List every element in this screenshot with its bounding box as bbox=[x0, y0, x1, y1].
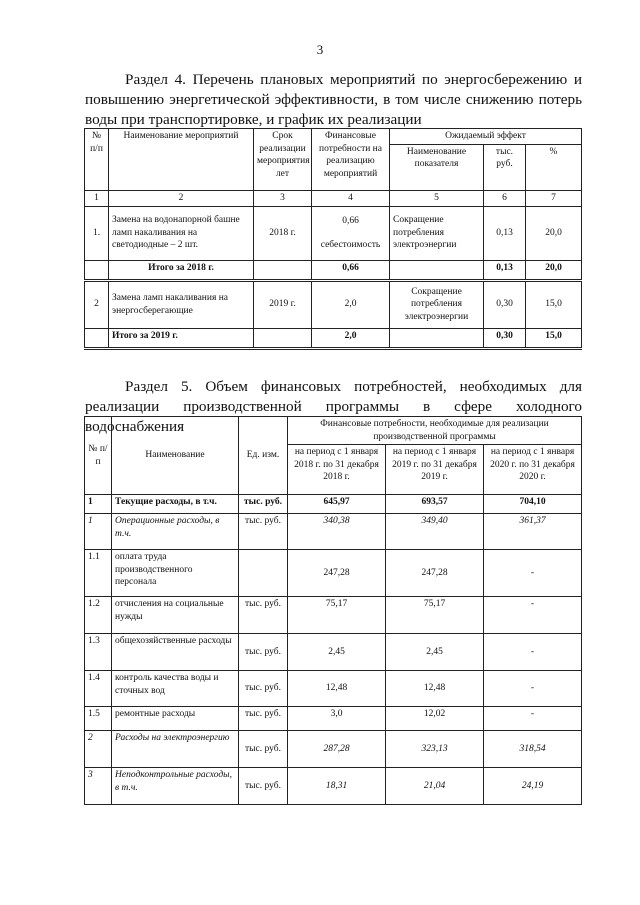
table-row bbox=[85, 671, 582, 707]
row-name: контроль качества воды и сточных вод bbox=[112, 671, 239, 707]
row-2020: 318,54 bbox=[484, 731, 582, 768]
row-unit: тыс. руб. bbox=[239, 514, 288, 550]
t4-header-rub: тыс. руб. bbox=[484, 144, 526, 190]
row-unit: тыс. руб. bbox=[239, 731, 288, 768]
row-name: Замена на водонапорной башне ламп накаливания на светодиодные – 2 шт. bbox=[109, 206, 254, 260]
row-indicator: Сокращение потребления электроэнергии bbox=[390, 280, 484, 328]
row-2019: 349,40 bbox=[386, 514, 484, 550]
row-num: 1.5 bbox=[85, 707, 112, 731]
row-unit: тыс. руб. bbox=[239, 597, 288, 634]
row-num: 1. bbox=[85, 206, 109, 260]
t4-header-name: Наименование мероприятий bbox=[109, 129, 254, 191]
t5-header-2020: на период с 1 января 2020 г. по 31 декабря 2020 г. bbox=[484, 445, 582, 495]
section4-heading: Раздел 4. Перечень плановых мероприятий по энергосбережению и повышению энергетической эффективности, в том числе снижению потерь воды при транспортировке, и график их реализации bbox=[85, 71, 582, 128]
row-num: 1 bbox=[85, 495, 112, 514]
row-2019: 21,04 bbox=[386, 768, 484, 805]
total-pct: 20,0 bbox=[526, 260, 582, 280]
t5-header-2018: на период с 1 января 2018 г. по 31 декабря 2018 г. bbox=[288, 445, 386, 495]
row-num: 1.4 bbox=[85, 671, 112, 707]
row-2018: 247,28 bbox=[288, 550, 386, 597]
table-row bbox=[85, 634, 582, 671]
row-2019: 75,17 bbox=[386, 597, 484, 634]
table-row bbox=[85, 206, 582, 260]
row-rub: 0,13 bbox=[484, 206, 526, 260]
total-label: Итого за 2018 г. bbox=[109, 260, 254, 280]
t4-header-pct: % bbox=[526, 144, 582, 190]
page-number: 3 bbox=[316, 42, 324, 57]
table-row bbox=[85, 707, 582, 731]
row-2019: 12,02 bbox=[386, 707, 484, 731]
row-finance: 2,0 bbox=[312, 280, 390, 328]
finance-note: себестоимость bbox=[320, 240, 381, 250]
t4-header-indicator: Наименование показателя bbox=[390, 144, 484, 190]
row-name: ремонтные расходы bbox=[112, 707, 239, 731]
t4-colnum: 7 bbox=[526, 190, 582, 206]
row-2020: - bbox=[484, 707, 582, 731]
row-2018: 18,31 bbox=[288, 768, 386, 805]
row-2018: 3,0 bbox=[288, 707, 386, 731]
table-row bbox=[85, 495, 582, 514]
row-2019: 693,57 bbox=[386, 495, 484, 514]
row-num: 1.3 bbox=[85, 634, 112, 671]
row-2020: - bbox=[484, 671, 582, 707]
row-name: Операционные расходы, в т.ч. bbox=[112, 514, 239, 550]
row-2020: 704,10 bbox=[484, 495, 582, 514]
t4-colnum: 2 bbox=[109, 190, 254, 206]
total-label: Итого за 2019 г. bbox=[109, 328, 254, 348]
row-2020: 24,19 bbox=[484, 768, 582, 805]
row-term: 2018 г. bbox=[254, 206, 312, 260]
row-2018: 340,38 bbox=[288, 514, 386, 550]
row-num: 2 bbox=[85, 731, 112, 768]
section5-heading: Раздел 5. Объем финансовых потребностей, необходимых для реализации производственной программы в сфере холодного водоснабжения bbox=[85, 378, 582, 435]
t4-colnum: 6 bbox=[484, 190, 526, 206]
row-unit: тыс. руб. bbox=[239, 634, 288, 671]
table-row bbox=[85, 597, 582, 634]
row-2018: 287,28 bbox=[288, 731, 386, 768]
row-2019: 12,48 bbox=[386, 671, 484, 707]
row-2019: 2,45 bbox=[386, 634, 484, 671]
t5-header-2019: на период с 1 января 2019 г. по 31 декабря 2019 г. bbox=[386, 445, 484, 495]
row-2019: 247,28 bbox=[386, 550, 484, 597]
t4-colnum: 3 bbox=[254, 190, 312, 206]
table-row-total bbox=[85, 328, 582, 348]
row-2018: 75,17 bbox=[288, 597, 386, 634]
row-2020: - bbox=[484, 634, 582, 671]
row-name: Неподконтрольные расходы, в т.ч. bbox=[112, 768, 239, 805]
table-row bbox=[85, 550, 582, 597]
t5-header-unit: Ед. изм. bbox=[239, 417, 288, 495]
row-2018: 645,97 bbox=[288, 495, 386, 514]
table-row bbox=[85, 731, 582, 768]
section5-table bbox=[84, 416, 582, 805]
row-name: Текущие расходы, в т.ч. bbox=[112, 495, 239, 514]
row-unit: тыс. руб. bbox=[239, 495, 288, 514]
total-rub: 0,13 bbox=[484, 260, 526, 280]
row-2019: 323,13 bbox=[386, 731, 484, 768]
row-2018: 12,48 bbox=[288, 671, 386, 707]
row-num: 1 bbox=[85, 514, 112, 550]
row-term: 2019 г. bbox=[254, 280, 312, 328]
t4-header-term: Срок реализации мероприятия лет bbox=[254, 129, 312, 191]
row-num: 3 bbox=[85, 768, 112, 805]
row-unit: тыс. руб. bbox=[239, 768, 288, 805]
row-pct: 15,0 bbox=[526, 280, 582, 328]
t5-header-num: № п/п bbox=[85, 417, 112, 495]
t4-colnum: 4 bbox=[312, 190, 390, 206]
row-name: общехозяйственные расходы bbox=[112, 634, 239, 671]
row-name: отчисления на социальные нужды bbox=[112, 597, 239, 634]
row-2020: - bbox=[484, 597, 582, 634]
row-name: Замена ламп накаливания на энергосберегающие bbox=[109, 280, 254, 328]
table-row-total bbox=[85, 260, 582, 280]
row-num: 1.2 bbox=[85, 597, 112, 634]
total-finance: 2,0 bbox=[312, 328, 390, 348]
section4-table bbox=[84, 128, 582, 350]
row-pct: 20,0 bbox=[526, 206, 582, 260]
row-name: Расходы на электроэнергию bbox=[112, 731, 239, 768]
t4-header-num: № п/п bbox=[85, 129, 109, 191]
table-row bbox=[85, 514, 582, 550]
row-finance bbox=[312, 206, 390, 260]
row-unit: тыс. руб. bbox=[239, 671, 288, 707]
t5-header-finance: Финансовые потребности, необходимые для реализации производственной программы bbox=[288, 417, 582, 445]
t4-colnum: 1 bbox=[85, 190, 109, 206]
t4-header-finance: Финансовые потребности на реализацию мероприятий bbox=[312, 129, 390, 191]
row-unit: тыс. руб. bbox=[239, 707, 288, 731]
t5-header-name: Наименование bbox=[112, 417, 239, 495]
t4-colnum: 5 bbox=[390, 190, 484, 206]
total-pct: 15,0 bbox=[526, 328, 582, 348]
row-2020: 361,37 bbox=[484, 514, 582, 550]
total-rub: 0,30 bbox=[484, 328, 526, 348]
row-indicator: Сокращение потребления электроэнергии bbox=[390, 206, 484, 260]
finance-value: 0,66 bbox=[342, 215, 359, 226]
row-rub: 0,30 bbox=[484, 280, 526, 328]
table-row bbox=[85, 280, 582, 328]
table-row bbox=[85, 768, 582, 805]
row-num: 2 bbox=[85, 280, 109, 328]
row-name: оплата труда производственного персонала bbox=[112, 550, 239, 597]
row-num: 1.1 bbox=[85, 550, 112, 597]
t4-header-effect: Ожидаемый эффект bbox=[390, 129, 582, 145]
row-2018: 2,45 bbox=[288, 634, 386, 671]
row-unit bbox=[239, 550, 288, 597]
total-finance: 0,66 bbox=[312, 260, 390, 280]
row-2020: - bbox=[484, 550, 582, 597]
